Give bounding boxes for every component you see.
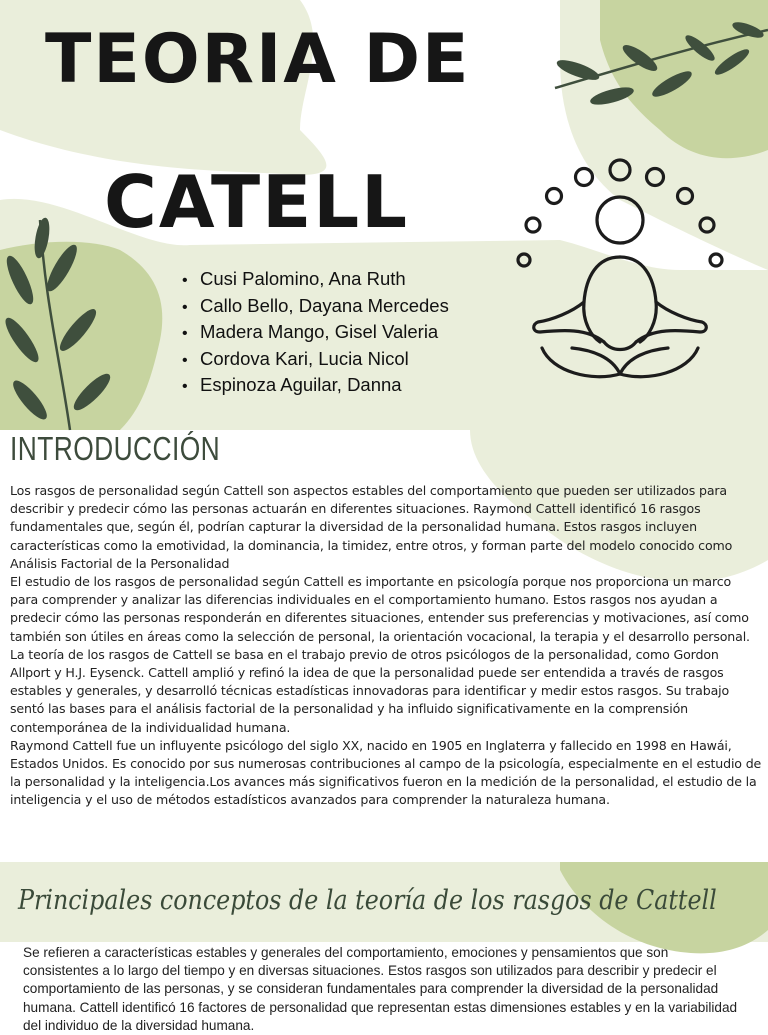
author-item: • Madera Mango, Gisel Valeria bbox=[182, 320, 449, 347]
meditation-icon bbox=[512, 152, 732, 392]
introduction-body bbox=[10, 482, 762, 810]
author-item: • Cusi Palomino, Ana Ruth bbox=[182, 267, 449, 294]
intro-paragraph: La teoría de los rasgos de Cattell se basa en el trabajo previo de otros psicólogos de la personalidad, como Gordon Allport y H.J. Eysenck. Cattell amplió y refinó la idea de que la personalidad puede ser entendida a través de rasgos estables y generales, y desarrolló técnicas estadísticas innovadoras para identificar y medir estos rasgos. Su trabajo sentó las bases para el análisis factorial de la personalidad y ha influido significativamente en la comprensión contemporánea de la individualidad humana. bbox=[10, 646, 730, 735]
page-title-line-2: CATELL bbox=[104, 160, 410, 244]
page-title-line-1: TEORIA DE bbox=[45, 20, 471, 99]
introduction-heading: INTRODUCCIÓN bbox=[10, 430, 221, 467]
concepts-heading: Principales conceptos de la teoría de los rasgos de Cattell bbox=[18, 885, 717, 916]
intro-paragraph: Raymond Cattell fue un influyente psicólogo del siglo XX, nacido en 1905 en Inglaterra y fallecido en 1998 en Hawái, Estados Unidos. Es conocido por sus numerosas contribuciones al campo de la psicología, especialmente en el estudio de la personalidad y la inteligencia.Los avances más significativos fueron en la medición de la personalidad, el estudio de la inteligencia y el uso de métodos estadísticos avanzados para comprender la naturaleza humana. bbox=[10, 737, 762, 808]
author-item: • Espinoza Aguilar, Danna bbox=[182, 373, 449, 400]
author-item: • Callo Bello, Dayana Mercedes bbox=[182, 294, 449, 321]
concepts-body: Se refieren a características estables y generales del comportamiento, emociones y pensamientos que son consistentes a lo largo del tiempo y en diversas situaciones. Estos rasgos son utilizados para describir y predecir el comportamiento de las personas, y se consideran fundamentales para comprender la diversidad de la personalidad humana. Cattell identificó 16 factores de personalidad que representan estas dimensiones estables y en la variabilidad del individuo de la diversidad humana. bbox=[23, 945, 738, 1033]
intro-paragraph: El estudio de los rasgos de personalidad según Cattell es importante en psicología porque nos proporciona un marco para comprender y analizar las diferencias individuales en el comportamiento humano. Estos rasgos nos ayudan a predecir cómo las personas responderán en diferentes situaciones, entender sus preferencias y motivaciones, así como también son útiles en áreas como la selección de personal, la orientación vocacional, la terapia y el desarrollo personal. bbox=[10, 574, 750, 644]
author-item: • Cordova Kari, Lucia Nicol bbox=[182, 347, 449, 374]
intro-paragraph: Los rasgos de personalidad según Cattell son aspectos estables del comportamiento que pueden ser utilizados para describir y predecir cómo las personas actuarán en diferentes situaciones. Raymond Cattell identificó 16 rasgos fundamentales que, según él, podrían capturar la diversidad de la personalidad humana. Estos rasgos incluyen características como la emotividad, la dominancia, la timidez, entre otros, y forman parte del modelo conocido como Análisis Factorial de la Personalidad bbox=[10, 483, 733, 571]
authors-list bbox=[182, 267, 449, 400]
